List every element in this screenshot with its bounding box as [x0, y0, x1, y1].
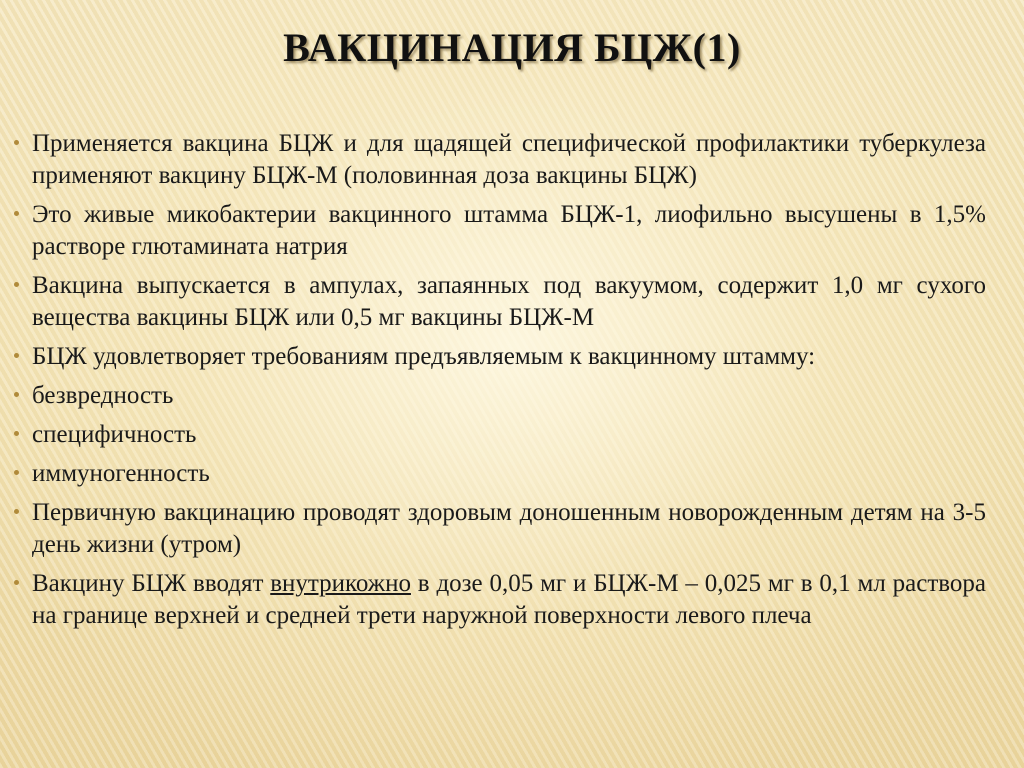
bullet-text: Первичную вакцинацию проводят здоровым доношенным новорожденным детям на 3-5 день жизни (утром): [32, 499, 986, 558]
bullet-text: специфичность: [32, 421, 197, 448]
bullet-dot-icon: [14, 353, 19, 358]
bullet-text: Применяется вакцина БЦЖ и для щадящей специфической профилактики туберкулеза применяют вакцину БЦЖ-М (половинная доза вакцины БЦЖ): [32, 130, 986, 189]
bullet-dot-icon: [14, 431, 19, 436]
bullet-item: [14, 568, 986, 632]
bullet-dot-icon: [14, 211, 19, 216]
bullet-item: [14, 419, 986, 451]
bullet-dot-icon: [14, 392, 19, 397]
bullet-item: [14, 458, 986, 490]
bullet-item: [14, 128, 986, 192]
bullet-item: [14, 270, 986, 334]
underlined-term: внутрикожно: [270, 570, 411, 597]
bullet-list: [14, 128, 986, 639]
bullet-text-after: в дозе 0,05 мг и БЦЖ-М – 0,025 мг в 0,1 мл раствора на границе верхней и средней трети наружной поверхности левого плеча: [32, 570, 986, 629]
bullet-text: безвредность: [32, 382, 174, 409]
bullet-text: иммуногенность: [32, 460, 210, 487]
bullet-item: [14, 199, 986, 263]
bullet-dot-icon: [14, 140, 19, 145]
bullet-text: БЦЖ удовлетворяет требованиям предъявляемым к вакцинному штамму:: [32, 343, 816, 370]
bullet-dot-icon: [14, 470, 19, 475]
bullet-text: Это живые микобактерии вакцинного штамма БЦЖ-1, лиофильно высушены в 1,5% растворе глютамината натрия: [32, 201, 986, 260]
bullet-text-before: Вакцину БЦЖ вводят: [32, 570, 271, 597]
bullet-item: [14, 497, 986, 561]
slide-title: ВАКЦИНАЦИЯ БЦЖ(1): [283, 25, 741, 70]
bullet-dot-icon: [14, 282, 19, 287]
bullet-dot-icon: [14, 509, 19, 514]
bullet-item: [14, 380, 986, 412]
bullet-text: Вакцина выпускается в ампулах, запаянных под вакуумом, содержит 1,0 мг сухого вещества вакцины БЦЖ или 0,5 мг вакцины БЦЖ-М: [32, 272, 986, 331]
bullet-item: [14, 341, 986, 373]
bullet-dot-icon: [14, 580, 19, 585]
